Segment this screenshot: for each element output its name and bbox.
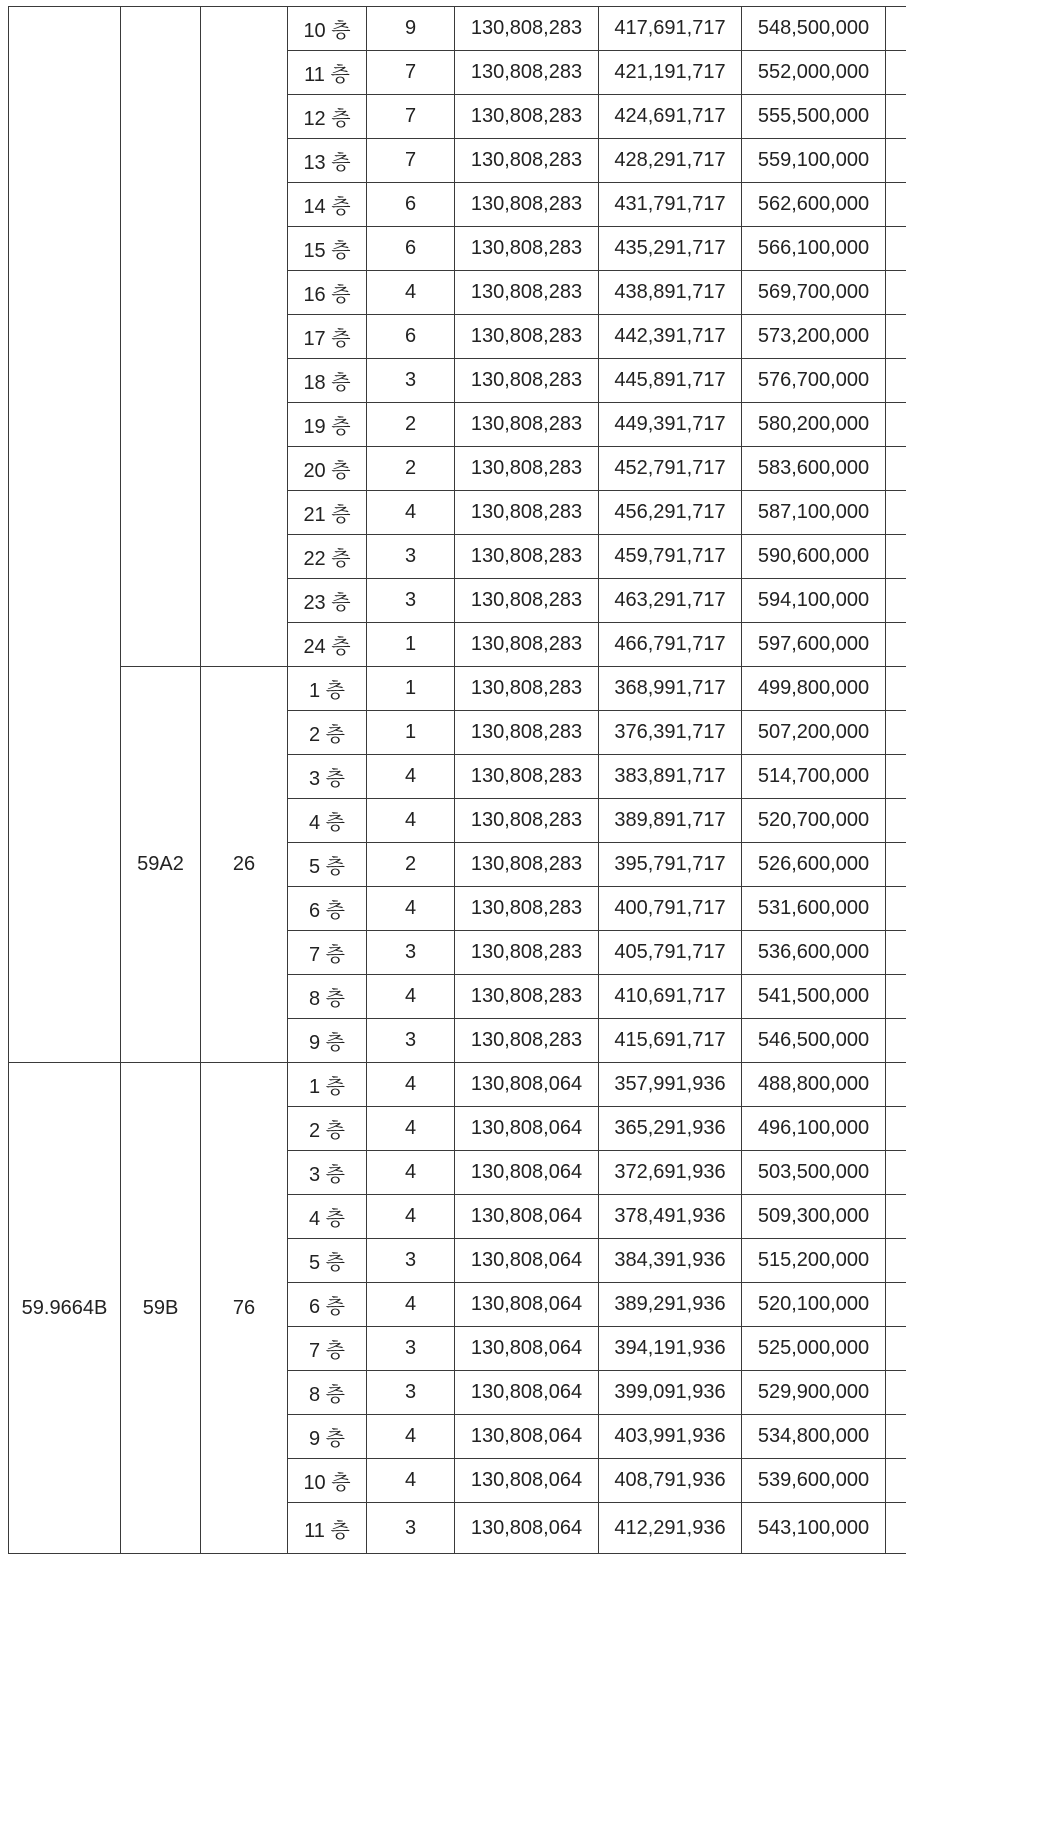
units-cell: 4: [367, 975, 455, 1019]
building-price-cell: 400,791,717: [599, 887, 742, 931]
floor-cell: 2 층: [288, 1107, 367, 1151]
units-cell: 3: [367, 1503, 455, 1554]
total-price-cell: 520,700,000: [742, 799, 886, 843]
floor-cell: 13 층: [288, 139, 367, 183]
units-cell: 7: [367, 139, 455, 183]
total-price-cell: 543,100,000: [742, 1503, 886, 1554]
building-price-cell: 412,291,936: [599, 1503, 742, 1554]
total-price-cell: 552,000,000: [742, 51, 886, 95]
building-price-cell: 389,891,717: [599, 799, 742, 843]
total-price-cell: 507,200,000: [742, 711, 886, 755]
land-price-cell: 130,808,283: [455, 975, 599, 1019]
total-price-cell: 580,200,000: [742, 403, 886, 447]
total-price-cell: 499,800,000: [742, 667, 886, 711]
total-price-cell: 520,100,000: [742, 1283, 886, 1327]
total-price-cell: 514,700,000: [742, 755, 886, 799]
total-price-cell: 597,600,000: [742, 623, 886, 667]
floor-cell: 7 층: [288, 931, 367, 975]
units-cell: 1: [367, 711, 455, 755]
units-cell: 4: [367, 491, 455, 535]
land-price-cell: 130,808,064: [455, 1239, 599, 1283]
building-price-cell: 384,391,936: [599, 1239, 742, 1283]
building-price-cell: 442,391,717: [599, 315, 742, 359]
building-price-cell: 431,791,717: [599, 183, 742, 227]
building-price-cell: 466,791,717: [599, 623, 742, 667]
land-price-cell: 130,808,283: [455, 931, 599, 975]
units-cell: 2: [367, 843, 455, 887]
floor-cell: 3 층: [288, 1151, 367, 1195]
floor-cell: 15 층: [288, 227, 367, 271]
cut-off-cell: [886, 315, 906, 359]
unit-count-cell: 26: [201, 667, 288, 1063]
floor-cell: 18 층: [288, 359, 367, 403]
floor-cell: 23 층: [288, 579, 367, 623]
cut-off-cell: [886, 667, 906, 711]
type-cell: 59A2: [121, 667, 201, 1063]
floor-cell: 8 층: [288, 1371, 367, 1415]
cut-off-cell: [886, 1327, 906, 1371]
floor-cell: 4 층: [288, 1195, 367, 1239]
units-cell: 4: [367, 887, 455, 931]
floor-cell: 7 층: [288, 1327, 367, 1371]
total-price-cell: 503,500,000: [742, 1151, 886, 1195]
units-cell: 4: [367, 271, 455, 315]
building-price-cell: 372,691,936: [599, 1151, 742, 1195]
land-price-cell: 130,808,283: [455, 535, 599, 579]
land-price-cell: 130,808,064: [455, 1151, 599, 1195]
units-cell: 4: [367, 1063, 455, 1107]
price-table: [8, 6, 906, 1554]
land-price-cell: 130,808,283: [455, 139, 599, 183]
units-cell: 3: [367, 1239, 455, 1283]
total-price-cell: 594,100,000: [742, 579, 886, 623]
units-cell: 4: [367, 755, 455, 799]
cut-off-cell: [886, 1063, 906, 1107]
total-price-cell: 526,600,000: [742, 843, 886, 887]
building-price-cell: 399,091,936: [599, 1371, 742, 1415]
units-cell: 4: [367, 1283, 455, 1327]
cut-off-cell: [886, 931, 906, 975]
cut-off-cell: [886, 887, 906, 931]
land-price-cell: 130,808,064: [455, 1503, 599, 1554]
floor-cell: 21 층: [288, 491, 367, 535]
floor-cell: 9 층: [288, 1019, 367, 1063]
building-price-cell: 456,291,717: [599, 491, 742, 535]
total-price-cell: 569,700,000: [742, 271, 886, 315]
land-price-cell: 130,808,283: [455, 491, 599, 535]
cut-off-cell: [886, 1019, 906, 1063]
building-price-cell: 417,691,717: [599, 7, 742, 51]
cut-off-cell: [886, 447, 906, 491]
total-price-cell: 566,100,000: [742, 227, 886, 271]
building-price-cell: 415,691,717: [599, 1019, 742, 1063]
floor-cell: 5 층: [288, 1239, 367, 1283]
total-price-cell: 488,800,000: [742, 1063, 886, 1107]
cut-off-cell: [886, 975, 906, 1019]
cut-off-cell: [886, 403, 906, 447]
cut-off-cell: [886, 491, 906, 535]
cut-off-cell: [886, 227, 906, 271]
land-price-cell: 130,808,283: [455, 755, 599, 799]
total-price-cell: 539,600,000: [742, 1459, 886, 1503]
land-price-cell: 130,808,283: [455, 51, 599, 95]
land-price-cell: 130,808,064: [455, 1063, 599, 1107]
units-cell: 3: [367, 579, 455, 623]
total-price-cell: 496,100,000: [742, 1107, 886, 1151]
cut-off-cell: [886, 359, 906, 403]
building-price-cell: 365,291,936: [599, 1107, 742, 1151]
units-cell: 4: [367, 1151, 455, 1195]
total-price-cell: 509,300,000: [742, 1195, 886, 1239]
total-price-cell: 576,700,000: [742, 359, 886, 403]
total-price-cell: 548,500,000: [742, 7, 886, 51]
units-cell: 6: [367, 227, 455, 271]
building-price-cell: 368,991,717: [599, 667, 742, 711]
building-price-cell: 438,891,717: [599, 271, 742, 315]
floor-cell: 9 층: [288, 1415, 367, 1459]
land-price-cell: 130,808,064: [455, 1283, 599, 1327]
building-price-cell: 424,691,717: [599, 95, 742, 139]
building-price-cell: 463,291,717: [599, 579, 742, 623]
type-cell: 59B: [121, 1063, 201, 1554]
floor-cell: 4 층: [288, 799, 367, 843]
total-price-cell: 529,900,000: [742, 1371, 886, 1415]
floor-cell: 12 층: [288, 95, 367, 139]
building-price-cell: 376,391,717: [599, 711, 742, 755]
cut-off-cell: [886, 271, 906, 315]
floor-cell: 17 층: [288, 315, 367, 359]
cut-off-cell: [886, 711, 906, 755]
cut-off-cell: [886, 1151, 906, 1195]
building-price-cell: 389,291,936: [599, 1283, 742, 1327]
cut-off-cell: [886, 95, 906, 139]
cut-off-cell: [886, 755, 906, 799]
cut-off-cell: [886, 1283, 906, 1327]
building-price-cell: 378,491,936: [599, 1195, 742, 1239]
cut-off-cell: [886, 579, 906, 623]
building-price-cell: 410,691,717: [599, 975, 742, 1019]
unit-count-cell: [201, 7, 288, 667]
units-cell: 4: [367, 1459, 455, 1503]
land-price-cell: 130,808,283: [455, 95, 599, 139]
land-price-cell: 130,808,283: [455, 667, 599, 711]
floor-cell: 5 층: [288, 843, 367, 887]
total-price-cell: 555,500,000: [742, 95, 886, 139]
land-price-cell: 130,808,283: [455, 843, 599, 887]
floor-cell: 8 층: [288, 975, 367, 1019]
land-price-cell: 130,808,064: [455, 1459, 599, 1503]
land-price-cell: 130,808,283: [455, 1019, 599, 1063]
building-price-cell: 421,191,717: [599, 51, 742, 95]
total-price-cell: 583,600,000: [742, 447, 886, 491]
building-price-cell: 395,791,717: [599, 843, 742, 887]
cut-off-cell: [886, 1415, 906, 1459]
cut-off-cell: [886, 535, 906, 579]
floor-cell: 2 층: [288, 711, 367, 755]
units-cell: 1: [367, 623, 455, 667]
total-price-cell: 559,100,000: [742, 139, 886, 183]
total-price-cell: 541,500,000: [742, 975, 886, 1019]
units-cell: 4: [367, 799, 455, 843]
building-price-cell: 383,891,717: [599, 755, 742, 799]
building-price-cell: 405,791,717: [599, 931, 742, 975]
area-cell: 59.9664B: [9, 1063, 121, 1554]
units-cell: 4: [367, 1415, 455, 1459]
floor-cell: 11 층: [288, 1503, 367, 1554]
land-price-cell: 130,808,283: [455, 227, 599, 271]
cut-off-cell: [886, 1503, 906, 1554]
floor-cell: 19 층: [288, 403, 367, 447]
units-cell: 6: [367, 315, 455, 359]
floor-cell: 24 층: [288, 623, 367, 667]
total-price-cell: 536,600,000: [742, 931, 886, 975]
cut-off-cell: [886, 1195, 906, 1239]
land-price-cell: 130,808,283: [455, 271, 599, 315]
building-price-cell: 452,791,717: [599, 447, 742, 491]
land-price-cell: 130,808,283: [455, 447, 599, 491]
table-row: [9, 1063, 906, 1107]
floor-cell: 6 층: [288, 1283, 367, 1327]
land-price-cell: 130,808,064: [455, 1415, 599, 1459]
units-cell: 3: [367, 359, 455, 403]
units-cell: 3: [367, 1327, 455, 1371]
land-price-cell: 130,808,283: [455, 623, 599, 667]
land-price-cell: 130,808,283: [455, 711, 599, 755]
floor-cell: 1 층: [288, 667, 367, 711]
area-cell: [9, 7, 121, 1063]
floor-cell: 6 층: [288, 887, 367, 931]
land-price-cell: 130,808,283: [455, 403, 599, 447]
cut-off-cell: [886, 139, 906, 183]
building-price-cell: 459,791,717: [599, 535, 742, 579]
total-price-cell: 531,600,000: [742, 887, 886, 931]
building-price-cell: 449,391,717: [599, 403, 742, 447]
land-price-cell: 130,808,283: [455, 887, 599, 931]
cut-off-cell: [886, 7, 906, 51]
floor-cell: 22 층: [288, 535, 367, 579]
floor-cell: 10 층: [288, 7, 367, 51]
total-price-cell: 525,000,000: [742, 1327, 886, 1371]
units-cell: 7: [367, 95, 455, 139]
units-cell: 1: [367, 667, 455, 711]
units-cell: 3: [367, 1019, 455, 1063]
units-cell: 6: [367, 183, 455, 227]
floor-cell: 3 층: [288, 755, 367, 799]
cut-off-cell: [886, 51, 906, 95]
total-price-cell: 515,200,000: [742, 1239, 886, 1283]
units-cell: 3: [367, 535, 455, 579]
land-price-cell: 130,808,064: [455, 1327, 599, 1371]
land-price-cell: 130,808,283: [455, 359, 599, 403]
units-cell: 2: [367, 447, 455, 491]
building-price-cell: 435,291,717: [599, 227, 742, 271]
type-cell: [121, 7, 201, 667]
total-price-cell: 573,200,000: [742, 315, 886, 359]
cut-off-cell: [886, 1107, 906, 1151]
units-cell: 4: [367, 1195, 455, 1239]
units-cell: 4: [367, 1107, 455, 1151]
total-price-cell: 562,600,000: [742, 183, 886, 227]
building-price-cell: 403,991,936: [599, 1415, 742, 1459]
total-price-cell: 534,800,000: [742, 1415, 886, 1459]
building-price-cell: 357,991,936: [599, 1063, 742, 1107]
total-price-cell: 587,100,000: [742, 491, 886, 535]
land-price-cell: 130,808,283: [455, 315, 599, 359]
land-price-cell: 130,808,064: [455, 1371, 599, 1415]
building-price-cell: 445,891,717: [599, 359, 742, 403]
floor-cell: 16 층: [288, 271, 367, 315]
cut-off-cell: [886, 623, 906, 667]
land-price-cell: 130,808,283: [455, 579, 599, 623]
building-price-cell: 394,191,936: [599, 1327, 742, 1371]
unit-count-cell: 76: [201, 1063, 288, 1554]
cut-off-cell: [886, 183, 906, 227]
building-price-cell: 408,791,936: [599, 1459, 742, 1503]
cut-off-cell: [886, 1459, 906, 1503]
units-cell: 7: [367, 51, 455, 95]
floor-cell: 20 층: [288, 447, 367, 491]
floor-cell: 14 층: [288, 183, 367, 227]
cut-off-cell: [886, 843, 906, 887]
floor-cell: 1 층: [288, 1063, 367, 1107]
land-price-cell: 130,808,283: [455, 799, 599, 843]
floor-cell: 11 층: [288, 51, 367, 95]
land-price-cell: 130,808,283: [455, 183, 599, 227]
total-price-cell: 546,500,000: [742, 1019, 886, 1063]
total-price-cell: 590,600,000: [742, 535, 886, 579]
land-price-cell: 130,808,064: [455, 1107, 599, 1151]
land-price-cell: 130,808,283: [455, 7, 599, 51]
cut-off-cell: [886, 799, 906, 843]
building-price-cell: 428,291,717: [599, 139, 742, 183]
table-row: [9, 667, 906, 711]
cut-off-cell: [886, 1239, 906, 1283]
table-body: [9, 7, 906, 1554]
units-cell: 2: [367, 403, 455, 447]
land-price-cell: 130,808,064: [455, 1195, 599, 1239]
cut-off-cell: [886, 1371, 906, 1415]
table-row: [9, 7, 906, 51]
floor-cell: 10 층: [288, 1459, 367, 1503]
units-cell: 3: [367, 1371, 455, 1415]
units-cell: 9: [367, 7, 455, 51]
units-cell: 3: [367, 931, 455, 975]
